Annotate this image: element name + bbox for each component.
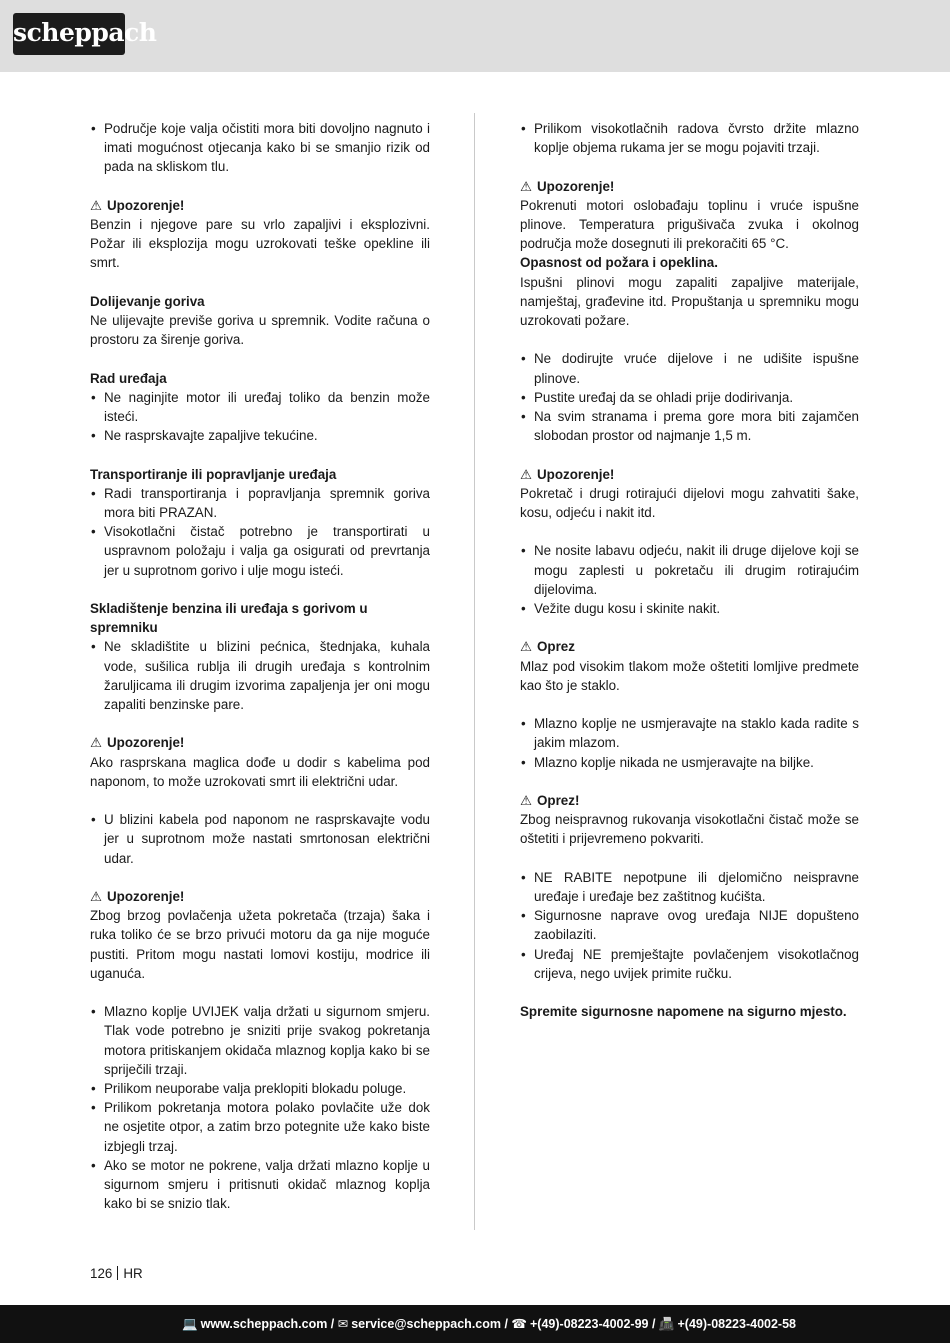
- paragraph: Benzin i njegove pare su vrlo zapaljivi i eksplozivni. Požar ili eksplozija mogu uzrokovati teške opekline ili smrt.: [90, 217, 430, 271]
- scheppach-logo: scheppach: [13, 13, 125, 55]
- bullet-item: • Mlazno koplje UVIJEK valja držati u sigurnom smjeru. Tlak vode potrebno je sniziti prije svakog pokretanja motora pritiskanjem okidača mlaznog koplja kako bi se spriječili trzaji.: [90, 1002, 430, 1079]
- footer-separator: /: [501, 1317, 512, 1331]
- paragraph: Ako rasprskana maglica dođe u dodir s kabelima pod naponom, to može uzrokovati smrt ili električni udar.: [90, 754, 430, 789]
- paragraph: Mlaz pod visokim tlakom može oštetiti lomljive predmete kao što je staklo.: [520, 658, 859, 693]
- page-footer: [0, 1305, 950, 1343]
- footer-separator: /: [327, 1317, 338, 1331]
- section-heading: Rad uređaja: [90, 370, 167, 386]
- bullet-item: • Vežite dugu kosu i skinite nakit.: [520, 599, 859, 618]
- paragraph: Zbog neispravnog rukovanja visokotlačni čistač može se oštetiti i prijevremeno pokvariti.: [520, 812, 859, 847]
- warning-label: Oprez!: [537, 793, 580, 808]
- bullet-item: • Sigurnosne naprave ovog uređaja NIJE dopušteno zaobilaziti.: [520, 906, 859, 944]
- section-heading: Transportiranje ili popravljanje uređaja: [90, 466, 337, 482]
- footer-fax: +(49)-08223-4002-58: [677, 1317, 796, 1331]
- warning-triangle-icon: ⚠: [520, 639, 533, 655]
- paragraph: Ispušni plinovi mogu zapaliti zapaljive materijale, namještaj, građevine itd. Propuštanja u spremniku mogu uzrokovati požare.: [520, 274, 859, 329]
- spacer: [90, 177, 430, 196]
- bullet-item: • NE RABITE nepotpune ili djelomično neispravne uređaje i uređaje bez zaštitnog kućišta.: [520, 868, 859, 906]
- warning-heading: [520, 791, 859, 810]
- page-header: [0, 0, 950, 72]
- paragraph: Zbog brzog povlačenja užeta pokretača (trzaja) šaka i ruka toliko će se brzo privući motoru da ga nije moguće pustiti. Pritom mogu nastati lomovi kostiju, modrice ili uganuća.: [90, 908, 430, 981]
- bullet-item: • Prilikom pokretanja motora polako povlačite uže dok ne osjetite otpor, a zatim brzo potegnite uže kako biste izbjegli trzaj.: [90, 1098, 430, 1156]
- bullet-item: • Pustite uređaj da se ohladi prije dodirivanja.: [520, 388, 859, 407]
- bullet-item: • Mlazno koplje ne usmjeravajte na staklo kada radite s jakim mlazom.: [520, 714, 859, 752]
- warning-label: Upozorenje!: [537, 466, 615, 482]
- footer-email-link[interactable]: service@scheppach.com: [351, 1317, 501, 1331]
- spacer: [90, 791, 430, 810]
- warning-heading: [90, 733, 430, 752]
- warning-label: Upozorenje!: [107, 889, 185, 904]
- bullet-item: • Ne rasprskavajte zapaljive tekućine.: [90, 426, 430, 445]
- column-divider: [474, 113, 475, 1230]
- spacer: [520, 849, 859, 868]
- right-column: [520, 119, 859, 1021]
- page-language: HR: [123, 1266, 143, 1281]
- spacer: [520, 772, 859, 791]
- spacer: [520, 330, 859, 349]
- warning-triangle-icon: ⚠: [520, 466, 533, 482]
- warning-triangle-icon: ⚠: [520, 793, 533, 808]
- warning-label: Oprez: [537, 639, 575, 655]
- spacer: [520, 445, 859, 464]
- spacer: [520, 157, 859, 176]
- computer-icon: 💻: [182, 1317, 198, 1331]
- bullet-item: • U blizini kabela pod naponom ne rasprskavajte vodu jer u suprotnom može nastati smrtonosan električni udar.: [90, 810, 430, 868]
- page-number: [90, 1265, 143, 1283]
- phone-icon: ☎: [511, 1317, 527, 1331]
- bullet-item: • Visokotlačni čistač potrebno je transportirati u uspravnom položaju i valja ga osigurati od prevrtanja jer u suprotnom gorivo i ulje mogu isteći.: [90, 522, 430, 580]
- bullet-item: • Ne dodirujte vruće dijelove i ne udišite ispušne plinove.: [520, 349, 859, 387]
- warning-triangle-icon: ⚠: [90, 889, 103, 904]
- warning-heading: [520, 465, 859, 484]
- warning-triangle-icon: ⚠: [90, 735, 103, 751]
- bullet-item: • Prilikom neuporabe valja preklopiti blokadu poluge.: [90, 1079, 430, 1098]
- spacer: [90, 868, 430, 887]
- bullet-item: • Ne naginjite motor ili uređaj toliko da benzin može isteći.: [90, 388, 430, 426]
- bullet-item: • Mlazno koplje nikada ne usmjeravajte na biljke.: [520, 753, 859, 772]
- spacer: [520, 522, 859, 541]
- mail-icon: ✉: [337, 1317, 349, 1331]
- warning-heading: [90, 887, 430, 906]
- bullet-item: • Prilikom visokotlačnih radova čvrsto držite mlazno koplje objema rukama jer se mogu pojaviti trzaji.: [520, 119, 859, 157]
- paragraph: Pokretač i drugi rotirajući dijelovi mogu zahvatiti šake, kosu, odjeću i nakit itd.: [520, 485, 859, 521]
- footer-separator: /: [648, 1317, 659, 1331]
- section-heading: Spremite sigurnosne napomene na sigurno mjesto.: [520, 1004, 847, 1020]
- warning-heading: [520, 177, 859, 196]
- spacer: [90, 273, 430, 292]
- spacer: [90, 445, 430, 464]
- warning-heading: [90, 196, 430, 215]
- bullet-item: • Ne skladištite u blizini pećnica, štednjaka, kuhala vode, sušilica rublja ili drugih uređaja s kontrolnim žaruljicama ili drugim izvorima zapaljenja jer oni mogu zapaliti benzinske pare.: [90, 637, 430, 714]
- spacer: [90, 349, 430, 368]
- spacer: [520, 695, 859, 714]
- section-heading: Dolijevanje goriva: [90, 293, 205, 309]
- page-number-value: 126: [90, 1266, 113, 1281]
- paragraph: Ne ulijevajte previše goriva u spremnik. Vodite računa o prostoru za širenje goriva.: [90, 313, 430, 348]
- warning-label: Upozorenje!: [107, 735, 185, 751]
- footer-phone: +(49)-08223-4002-99: [530, 1317, 649, 1331]
- spacer: [90, 983, 430, 1002]
- spacer: [520, 618, 859, 637]
- page-number-separator: [117, 1266, 118, 1280]
- bullet-item: • Područje koje valja očistiti mora biti dovoljno nagnuto i imati mogućnost otjecanja kako bi se smanjio rizik od pada na skliskom tlu.: [90, 119, 430, 177]
- bullet-item: • Radi transportiranja i popravljanja spremnik goriva mora biti PRAZAN.: [90, 484, 430, 522]
- warning-label: Upozorenje!: [107, 197, 185, 213]
- footer-website-link[interactable]: www.scheppach.com: [200, 1317, 328, 1331]
- spacer: [520, 983, 859, 1002]
- warning-label: Upozorenje!: [537, 178, 615, 194]
- warning-triangle-icon: ⚠: [90, 197, 103, 213]
- fax-icon: 📠: [658, 1317, 675, 1331]
- bullet-item: • Ako se motor ne pokrene, valja držati mlazno koplje u sigurnom smjeru i pritisnuti okidač mlaznog koplja kako bi se snizio tlak.: [90, 1156, 430, 1214]
- section-heading: Skladištenje benzina ili uređaja s gorivom u spremniku: [90, 601, 368, 636]
- section-heading: Opasnost od požara i opeklina.: [520, 255, 718, 271]
- warning-heading: [520, 637, 859, 656]
- bullet-item: • Uređaj NE premještajte povlačenjem visokotlačnog crijeva, nego uvijek primite ručku.: [520, 945, 859, 983]
- spacer: [90, 714, 430, 733]
- left-column: [90, 119, 430, 1213]
- paragraph: Pokrenuti motori oslobađaju toplinu i vruće ispušne plinove. Temperatura prigušivača zvuka i okolnog područja može dosegnuti ili prekoračiti 65 °C.: [520, 197, 859, 252]
- spacer: [90, 580, 430, 599]
- warning-triangle-icon: ⚠: [520, 178, 533, 194]
- bullet-item: • Ne nosite labavu odjeću, nakit ili druge dijelove koji se mogu zaplesti u pokretaču ili drugim rotirajućim dijelovima.: [520, 541, 859, 599]
- bullet-item: • Na svim stranama i prema gore mora biti zajamčen slobodan prostor od najmanje 1,5 m.: [520, 407, 859, 445]
